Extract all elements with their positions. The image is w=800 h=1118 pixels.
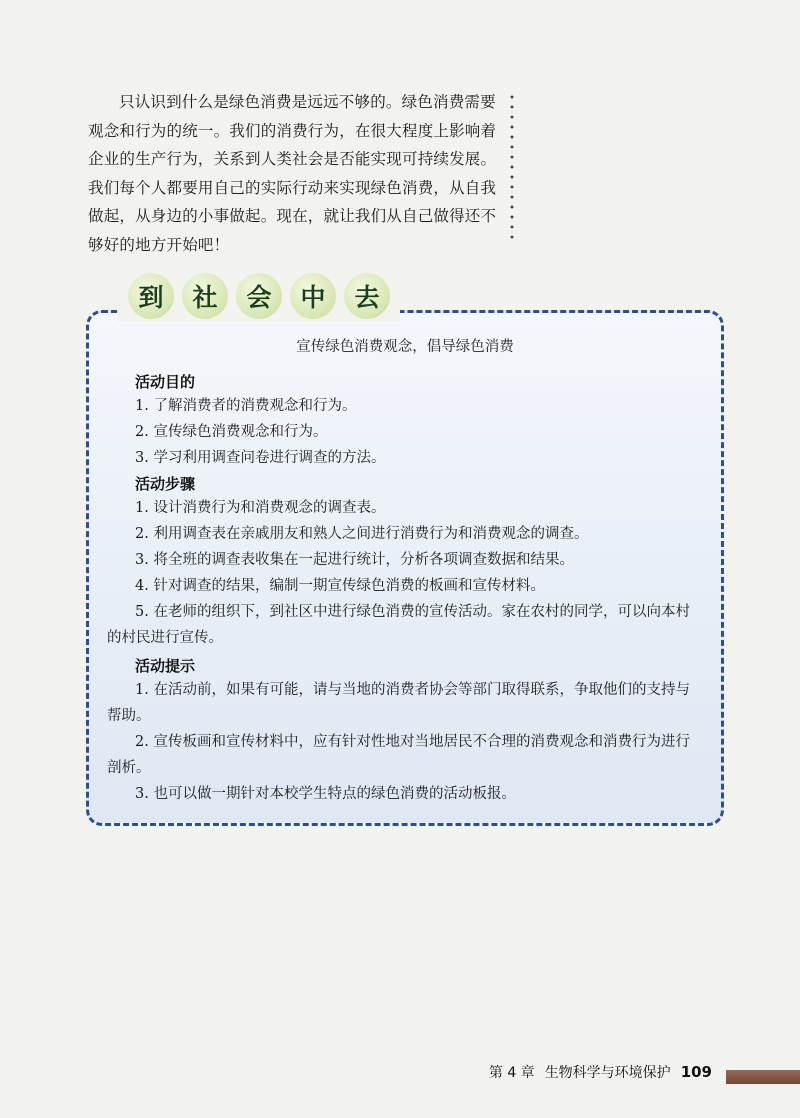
goal-item: 2. 宣传绿色消费观念和行为。 [135, 424, 328, 440]
step-item: 1. 设计消费行为和消费观念的调查表。 [135, 500, 386, 516]
footer-bar [726, 1070, 800, 1084]
activity-title: 宣传绿色消费观念，倡导绿色消费 [296, 339, 514, 355]
goal-item: 3. 学习利用调查问卷进行调查的方法。 [135, 450, 386, 466]
step-item: 3. 将全班的调查表收集在一起进行统计，分析各项调查数据和结果。 [135, 552, 574, 568]
section-header [118, 270, 400, 322]
goal-item: 1. 了解消费者的消费观念和行为。 [135, 398, 357, 414]
header-char: 中 [290, 273, 336, 319]
step-item: 2. 利用调查表在亲戚朋友和熟人之间进行消费行为和消费观念的调查。 [135, 526, 589, 542]
header-char: 去 [344, 273, 390, 319]
step-item: 5. 在老师的组织下，到社区中进行绿色消费的宣传活动。家在农村的同学，可以向本村的村民进行宣传。 [107, 604, 690, 646]
goal-heading: 活动目的 [135, 373, 196, 391]
step-item: 4. 针对调查的结果，编制一期宣传绿色消费的板画和宣传材料。 [135, 578, 545, 594]
tips-heading: 活动提示 [135, 657, 196, 675]
intro-paragraph: 只认识到什么是绿色消费是远远不够的。绿色消费需要观念和行为的统一。我们的消费行为，在很大程度上影响着企业的生产行为，关系到人类社会是否能实现可持续发展。我们每个人都要用自己的实际行动来实现绿色消费，从自我做起，从身边的小事做起。现在，就让我们从自己做得还不够好的地方开始吧！ [88, 93, 497, 254]
header-char: 到 [128, 273, 174, 319]
header-char: 会 [236, 273, 282, 319]
page-footer [489, 1062, 712, 1082]
activity-box [86, 310, 724, 826]
page-number: 109 [680, 1063, 712, 1081]
header-char: 社 [182, 273, 228, 319]
dotted-divider [510, 92, 514, 242]
tip-item: 1. 在活动前，如果有可能，请与当地的消费者协会等部门取得联系，争取他们的支持与帮助。 [107, 682, 690, 724]
chapter-label: 第 4 章 [488, 1065, 535, 1081]
tip-item: 3. 也可以做一期针对本校学生特点的绿色消费的活动板报。 [135, 786, 516, 802]
steps-heading: 活动步骤 [135, 475, 196, 493]
tip-item: 2. 宣传板画和宣传材料中，应有针对性地对当地居民不合理的消费观念和消费行为进行剖析。 [107, 734, 690, 776]
chapter-title: 生物科学与环境保护 [544, 1065, 671, 1081]
